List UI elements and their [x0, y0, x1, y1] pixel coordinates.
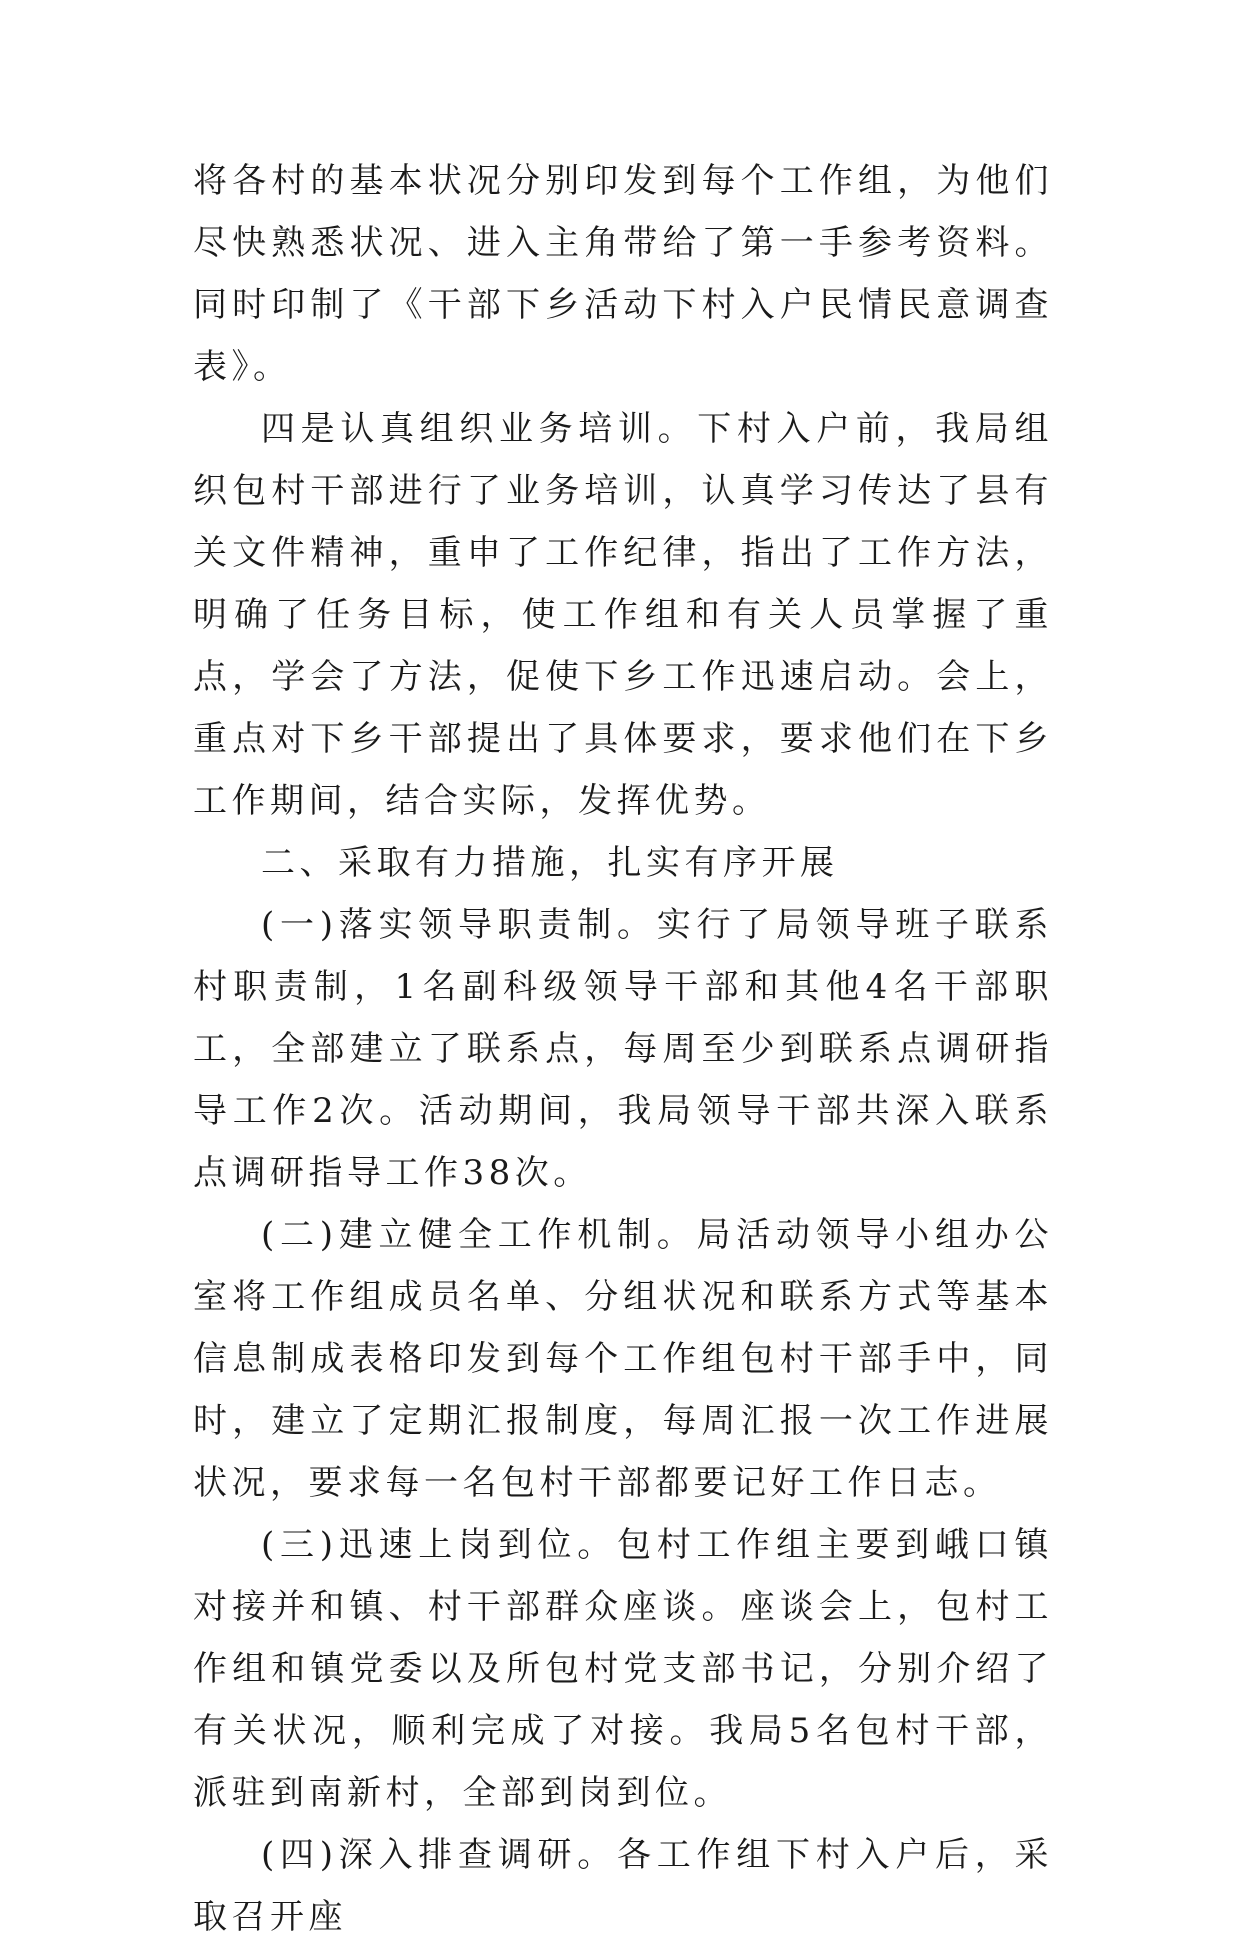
section-heading: 二、采取有力措施，扎实有序开展 — [261, 843, 839, 883]
paragraph-continuation: 将各村的基本状况分别印发到每个工作组，为他们尽快熟悉状况、进入主角带给了第一手参考资料。同时印制了《干部下乡活动下村入户民情民意调查表》。 — [193, 161, 1053, 387]
paragraph-work-mechanism: (二)建立健全工作机制。局活动领导小组办公室将工作组成员名单、分组状况和联系方式等基本信息制成表格印发到每个工作组包村干部手中，同时，建立了定期汇报制度，每周汇报一次工作进展状况，要求每一名包村干部都要记好工作日志。 — [193, 1215, 1053, 1503]
paragraph-training: 四是认真组织业务培训。下村入户前，我局组织包村干部进行了业务培训，认真学习传达了县有关文件精神，重申了工作纪律，指出了工作方法，明确了任务目标，使工作组和有关人员掌握了重点，学会了方法，促使下乡工作迅速启动。会上，重点对下乡干部提出了具体要求，要求他们在下乡工作期间，结合实际，发挥优势。 — [193, 409, 1053, 821]
paragraph-investigation: (四)深入排查调研。各工作组下村入户后，采取召开座 — [193, 1835, 1053, 1937]
paragraph-leadership-responsibility: (一)落实领导职责制。实行了局领导班子联系村职责制，1名副科级领导干部和其他4名干部职工，全部建立了联系点，每周至少到联系点调研指导工作2次。活动期间，我局领导干部共深入联系点调研指导工作38次。 — [193, 905, 1053, 1193]
paragraph-onboarding: (三)迅速上岗到位。包村工作组主要到峨口镇对接并和镇、村干部群众座谈。座谈会上，包村工作组和镇党委以及所包村党支部书记，分别介绍了有关状况，顺利完成了对接。我局5名包村干部，派驻到南新村，全部到岗到位。 — [193, 1525, 1053, 1813]
document-body — [193, 150, 1053, 1948]
